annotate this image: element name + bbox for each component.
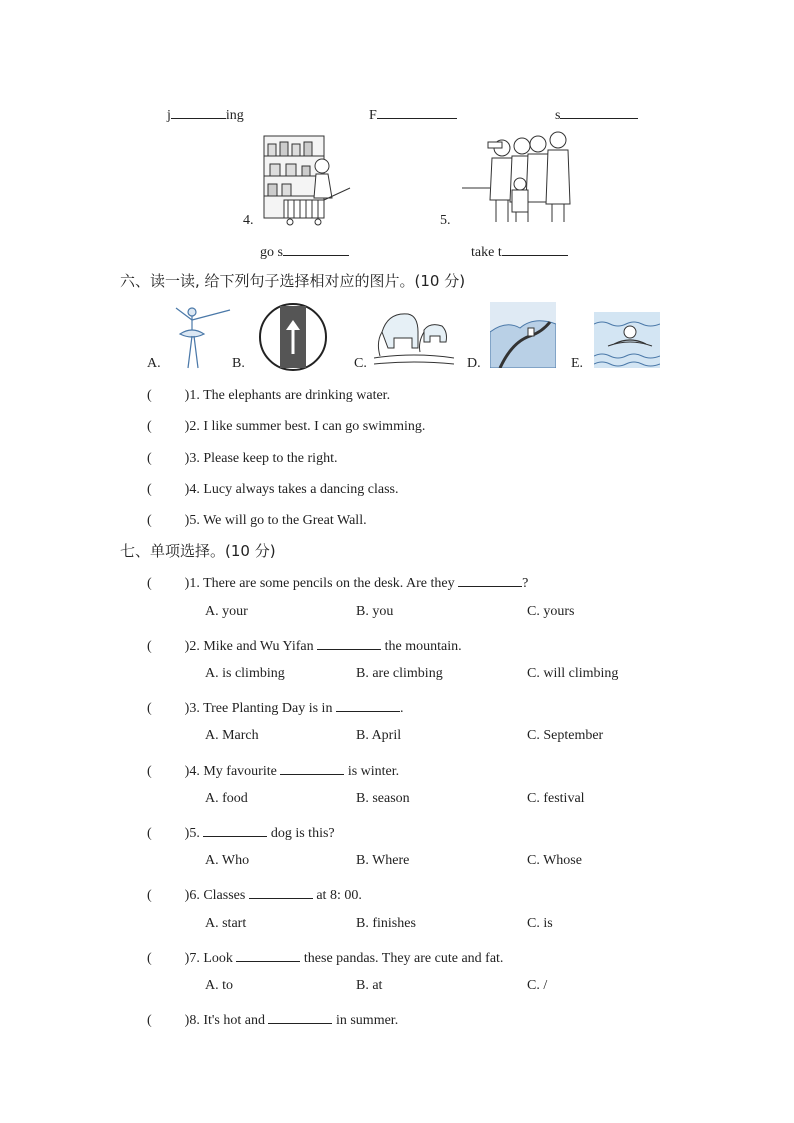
question-text-before: )3. Tree Planting Day is in [184,701,336,716]
question-text-before: )1. There are some pencils on the desk. Are they [184,576,459,591]
phrase-go-shopping [260,241,349,261]
option-c[interactable]: C. is [527,916,553,931]
paren-open: ( [147,576,152,591]
shopping-illustration [262,128,357,226]
item-number: 5. [440,213,451,228]
picture-label-b: B. [232,356,245,371]
option-a[interactable]: A. is climbing [205,666,285,681]
answer-slot[interactable] [152,636,185,650]
section7-question-3 [147,697,403,717]
picture-label-d: D. [467,356,481,371]
phrase-prefix: go s [260,245,283,260]
section6-question-2 [147,416,425,435]
great-wall-illustration [490,302,556,368]
paren-open: ( [147,764,152,779]
blank-suffix: ing [225,108,244,123]
question-text: )3. Please keep to the right. [184,451,338,466]
paren-open: ( [147,1013,152,1028]
question-text-after: . [399,701,404,716]
fill-blank[interactable] [458,572,522,587]
option-c[interactable]: C. September [527,728,604,743]
question-text-after: is winter. [344,764,400,779]
fill-blank[interactable] [336,697,400,712]
question-text-before: )5. [184,826,204,841]
answer-slot[interactable] [152,761,185,775]
option-b[interactable]: B. Where [356,853,410,868]
phrase-take-trip [471,241,568,261]
answer-blank[interactable] [502,241,568,256]
answer-blank[interactable] [171,104,226,119]
question-text-after: dog is this? [267,826,335,841]
paren-open: ( [147,451,152,466]
section6-question-5 [147,510,367,529]
answer-slot[interactable] [152,1010,185,1024]
option-b[interactable]: B. at [356,978,383,993]
question-text-after: at 8: 00. [312,888,362,903]
section7-question-4 [147,760,399,780]
fill-blank[interactable] [268,1009,332,1024]
question-text-before: )8. It's hot and [184,1013,269,1028]
option-b[interactable]: B. you [356,604,394,619]
question-text-after: the mountain. [381,639,462,654]
section7-question-7 [147,947,503,967]
family-trip-illustration [460,128,572,226]
paren-open: ( [147,482,152,497]
question-text-before: )7. Look [184,951,237,966]
fill-blank[interactable] [203,822,267,837]
paren-open: ( [147,888,152,903]
section7-question-5 [147,822,335,842]
option-a[interactable]: A. food [205,791,248,806]
answer-slot[interactable] [152,948,185,962]
question-text-before: )2. Mike and Wu Yifan [184,639,318,654]
answer-slot[interactable] [152,573,185,587]
fill-blank[interactable] [317,635,381,650]
paren-open: ( [147,388,152,403]
blank-s [555,104,638,124]
fill-blank[interactable] [280,760,344,775]
answer-slot[interactable] [152,510,185,524]
blank-prefix: j [167,108,171,123]
option-b[interactable]: B. season [356,791,410,806]
option-a[interactable]: A. your [205,604,248,619]
option-c[interactable]: C. will climbing [527,666,619,681]
picture-label-c: C. [354,356,367,371]
paren-open: ( [147,826,152,841]
answer-slot[interactable] [152,385,185,399]
item-number: 4. [243,213,254,228]
paren-open: ( [147,701,152,716]
option-c[interactable]: C. / [527,978,548,993]
question-text-before: )6. Classes [184,888,249,903]
blank-prefix: s [555,108,561,123]
section6-question-4 [147,479,399,498]
option-b[interactable]: B. finishes [356,916,416,931]
option-a[interactable]: A. March [205,728,259,743]
section7-question-2 [147,635,462,655]
option-b[interactable]: B. are climbing [356,666,443,681]
elephants-drinking-illustration [374,302,454,368]
question-text: )1. The elephants are drinking water. [184,388,391,403]
paren-open: ( [147,639,152,654]
phrase-prefix: take t [471,245,502,260]
section6-question-3 [147,448,337,467]
answer-slot[interactable] [152,885,185,899]
fill-blank[interactable] [249,884,313,899]
section6-question-1 [147,385,390,404]
answer-blank[interactable] [283,241,349,256]
picture-label-a: A. [147,356,161,371]
option-a[interactable]: A. to [205,978,233,993]
picture-label-e: E. [571,356,584,371]
question-text: )4. Lucy always takes a dancing class. [184,482,399,497]
question-text: )5. We will go to the Great Wall. [184,513,367,528]
option-c[interactable]: C. yours [527,604,575,619]
option-b[interactable]: B. April [356,728,402,743]
section-six-heading: 六、读一读, 给下列句子选择相对应的图片。(10 分) [120,272,466,290]
blank-prefix: F [369,108,377,123]
answer-blank[interactable] [560,104,638,119]
paren-open: ( [147,951,152,966]
section7-question-8 [147,1009,398,1029]
option-a[interactable]: A. Who [205,853,250,868]
keep-right-sign-illustration [258,302,328,372]
answer-slot[interactable] [152,823,185,837]
blank-f [369,104,457,124]
question-text-before: )4. My favourite [184,764,281,779]
option-c[interactable]: C. festival [527,791,585,806]
section7-question-6 [147,884,362,904]
fill-blank[interactable] [236,947,300,962]
question-text-after: these pandas. They are cute and fat. [300,951,504,966]
question-text-after: ? [522,576,529,591]
answer-slot[interactable] [152,416,185,430]
question-text: )2. I like summer best. I can go swimming. [184,419,426,434]
option-a[interactable]: A. start [205,916,247,931]
option-c[interactable]: C. Whose [527,853,582,868]
answer-slot[interactable] [152,448,185,462]
paren-open: ( [147,513,152,528]
section-seven-heading: 七、单项选择。(10 分) [120,542,276,560]
blank-j-ing [167,104,244,124]
answer-slot[interactable] [152,698,185,712]
answer-slot[interactable] [152,479,185,493]
answer-blank[interactable] [377,104,457,119]
section7-question-1 [147,572,528,592]
swimming-illustration [594,312,660,368]
paren-open: ( [147,419,152,434]
ballet-dancer-illustration [170,302,234,372]
question-text-after: in summer. [332,1013,399,1028]
